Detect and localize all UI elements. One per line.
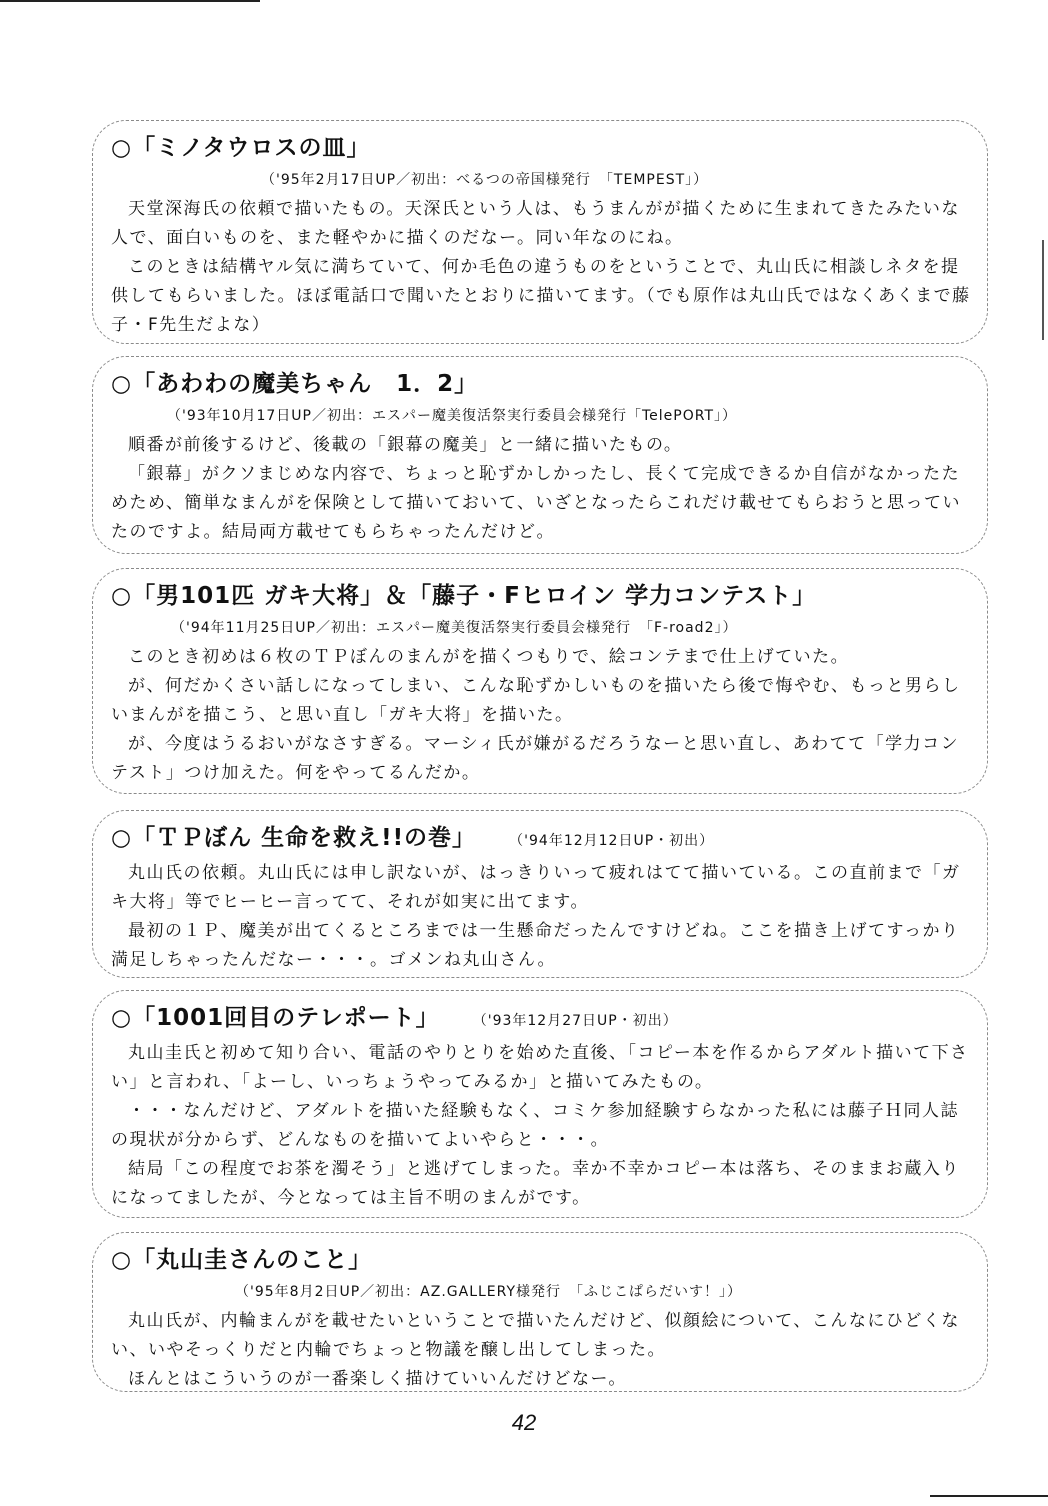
entry-body: [111, 859, 973, 975]
entry-body: [111, 431, 973, 547]
entry-paragraph: このときは結構ヤル気に満ちていて、何か毛色の違うものをということで、丸山氏に相談しネタを提供してもらいました。ほぼ電話口で聞いたとおりに描いてます。（でも原作は丸山氏ではなくあくまで藤子・F先生だよな）: [111, 257, 971, 335]
entry-tp-bon: [92, 810, 988, 978]
entry-title: ○「あわわの魔美ちゃん 1．2」: [111, 371, 479, 397]
entry-paragraph: 丸山氏の依頼。丸山氏には申し訳ないが、はっきりいって疲れはてて描いている。この直前まで「ガキ大将」等でヒーヒー言ってて、それが如実に出てます。: [111, 863, 961, 912]
page-number: 42: [511, 1410, 537, 1435]
entry-title-row: [111, 129, 973, 167]
entry-paragraph: ・・・なんだけど、アダルトを描いた経験もなく、コミケ参加経験すらなかった私には藤子Ｈ同人誌の現状が分からず、どんなものを描いてよいやらと・・・。: [111, 1101, 959, 1150]
entry-minotaur: [92, 120, 988, 344]
entry-paragraph: 最初の１Ｐ、魔美が出てくるところまでは一生懸命だったんですけどね。ここを描き上げてすっかり満足しちゃったんだなー・・・。ゴメンね丸山さん。: [111, 921, 960, 970]
entry-title: ○「ミノタウロスの皿」: [111, 135, 371, 161]
entry-paragraph: 丸山圭氏と初めて知り合い、電話のやりとりを始めた直後、「コピー本を作るからアダルト描いて下さい」と言われ、「よーし、いっちょうやってみるか」と描いてみたもの。: [111, 1043, 969, 1092]
margin-mark: [1042, 240, 1044, 340]
entry-paragraph: ほんとはこういうのが一番楽しく描けていいんだけどなー。: [128, 1369, 627, 1389]
entry-1001-teleport: [92, 990, 988, 1218]
entry-paragraph: が、今度はうるおいがなさすぎる。マーシィ氏が嫌がるだろうなーと思い直し、あわてて「学力コンテスト」つけ加えた。何をやってるんだか。: [111, 734, 960, 783]
entry-source: （'95年2月17日UP／初出：べるつの帝国様発行 「TEMPEST」）: [261, 172, 709, 188]
entry-paragraph: 結局「この程度でお茶を濁そう」と逃げてしまった。幸か不幸かコピー本は落ち、そのままお蔵入りになってましたが、今となっては主旨不明のまんがです。: [111, 1159, 960, 1208]
entry-date-note: （'93年12月27日UP・初出）: [472, 1013, 678, 1029]
entry-title: ○「男101匹 ガキ大将」＆「藤子・Fヒロイン 学力コンテスト」: [111, 583, 817, 609]
entry-title-row: [111, 1241, 973, 1279]
entry-title: ○「1001回目のテレポート」: [111, 1005, 440, 1031]
entry-paragraph: 天堂深海氏の依頼で描いたもの。天深氏という人は、もうまんがが描くために生まれてきたみたいな人で、面白いものを、また軽やかに描くのだなー。同い年なのにね。: [111, 199, 960, 248]
entry-title: ○「丸山圭さんのこと」: [111, 1247, 373, 1273]
entry-paragraph: 順番が前後するけど、後載の「銀幕の魔美」と一緒に描いたもの。: [128, 435, 683, 455]
entry-title-row: [111, 819, 973, 857]
entry-body: [111, 1307, 973, 1392]
entry-awawa-mami: [92, 356, 988, 554]
entry-date-note: （'94年12月12日UP・初出）: [509, 833, 715, 849]
entry-gakidaisho: [92, 568, 988, 794]
entry-title: ○「ＴＰぼん 生命を救え!!の巻」: [111, 825, 477, 851]
entry-title-row: [111, 577, 973, 615]
entry-source: （'94年11月25日UP／初出：エスパー魔美復活祭実行委員会様発行 「F-road2」）: [171, 620, 738, 636]
bottom-rule: [930, 1495, 1048, 1497]
entry-body: [111, 643, 973, 788]
entry-body: [111, 1039, 973, 1213]
entry-source: （'93年10月17日UP／初出：エスパー魔美復活祭実行委員会様発行「TelePORT」）: [167, 408, 737, 424]
entry-source: （'95年8月2日UP／初出：AZ.GALLERY様発行 「ふじこぱらだいす！」）: [235, 1284, 743, 1300]
entry-maruyama-kei: [92, 1232, 988, 1392]
entry-body: [111, 195, 973, 340]
entry-paragraph: 丸山氏が、内輪まんがを載せたいということで描いたんだけど、似顔絵について、こんなにひどくない、いやそっくりだと内輪でちょっと物議を醸し出してしまった。: [111, 1311, 960, 1360]
entry-title-row: [111, 365, 973, 403]
entry-title-row: [111, 999, 973, 1037]
entry-paragraph: が、何だかくさい話しになってしまい、こんな恥ずかしいものを描いたら後で悔やむ、もっと男らしいまんがを描こう、と思い直し「ガキ大将」を描いた。: [111, 676, 961, 725]
entry-paragraph: このとき初めは６枚のＴＰぼんのまんがを描くつもりで、絵コンテまで仕上げていた。: [128, 647, 850, 667]
top-rule: [0, 0, 260, 2]
entry-paragraph: 「銀幕」がクソまじめな内容で、ちょっと恥ずかしかったし、長くて完成できるか自信がなかったためため、簡単なまんがを保険として描いておいて、いざとなったらこれだけ載せてもらおうと思っていたのですよ。結局両方載せてもらちゃったんだけど。: [111, 464, 961, 542]
